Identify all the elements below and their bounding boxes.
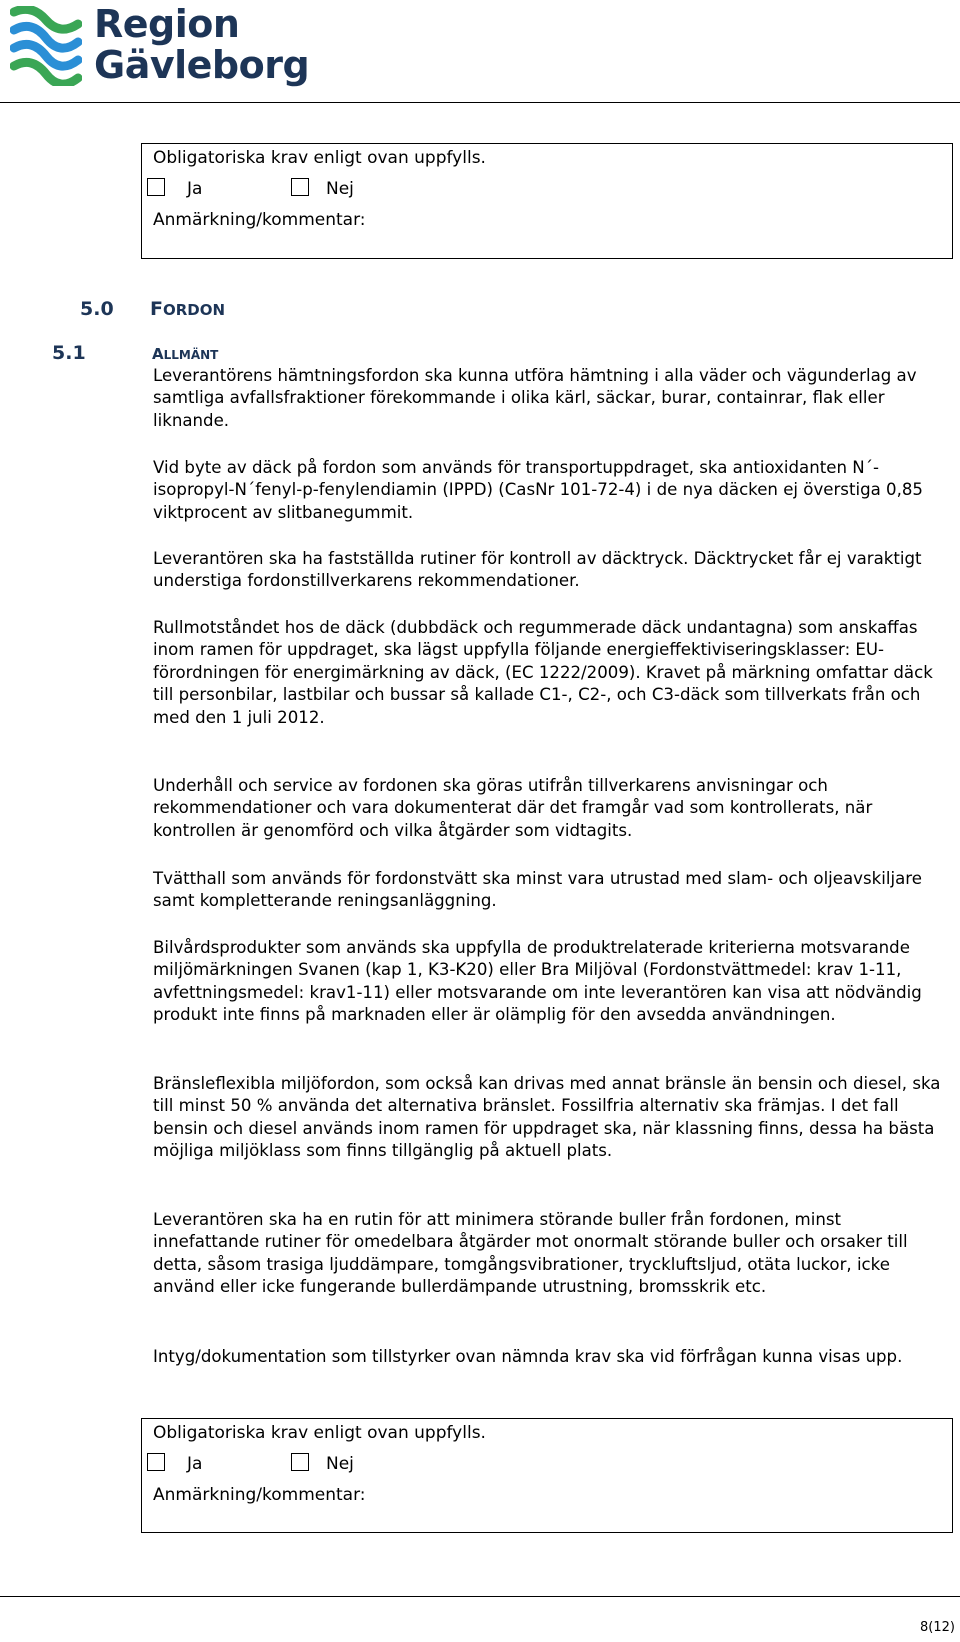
comment-label: Anmärkning/kommentar:: [153, 1485, 366, 1505]
paragraph: Leverantören ska ha en rutin för att minimera störande buller från fordonen, minst innefattande rutiner för omedelbara åtgärder mot onormalt störande buller och orsaker till detta, såsom trasiga ljuddämpare, tomgångsvibrationer, tryckluftsljud, otäta luckor, icke använd eller icke fungerande bullerdämpande utrustning, bromsskrik etc.: [153, 1210, 908, 1297]
paragraph: Tvätthall som används för fordonstvätt ska minst vara utrustad med slam- och oljeavskiljare samt kompletterande reningsanläggning.: [153, 869, 922, 911]
section-number: 5.0: [80, 298, 114, 320]
paragraph: Rullmotståndet hos de däck (dubbdäck och regummerade däck undantagna) som anskaffas inom ramen för uppdraget, ska lägst uppfylla följande energieffektiviseringsklasser: EU-förordningen för energimärkning av däck, (EC 1222/2009). Kravet på märkning omfattar däck till personbilar, lastbilar och bussar så kallade C1-, C2-, och C3-däck som tillverkats från och med den 1 juli 2012.: [153, 618, 933, 727]
section-title-rest: ORDON: [162, 301, 226, 319]
header-divider: [0, 102, 960, 103]
requirement-box-top: [141, 143, 953, 259]
requirement-box-title: Obligatoriska krav enligt ovan uppfylls.: [153, 1423, 486, 1443]
paragraph: Leverantören ska ha fastställda rutiner för kontroll av däcktryck. Däcktrycket får ej varaktigt understiga fordonstillverkarens rekommendationer.: [153, 549, 922, 591]
logo-line-gavleborg: Gävleborg: [94, 43, 310, 87]
page-number: 8(12): [920, 1620, 955, 1635]
yes-checkbox[interactable]: [147, 1453, 165, 1471]
section-title-initial: F: [150, 298, 163, 320]
paragraph: Bilvårdsprodukter som används ska uppfylla de produktrelaterade kriterierna motsvarande miljömärkningen Svanen (kap 1, K3-K20) eller Bra Miljöval (Fordonstvättmedel: krav 1-11, avfettningsmedel: krav1-11) eller motsvarande om inte leverantören kan visa att nödvändig produkt inte finns på marknaden eller är olämplig för den avsedda användningen.: [153, 938, 922, 1025]
region-gavleborg-wave-icon: [10, 6, 82, 86]
paragraph: Vid byte av däck på fordon som används för transportuppdraget, ska antioxidanten N´-isopropyl-N´fenyl-p-fenylendiamin (IPPD) (CasNr 101-72-4) i de nya däcken ej överstiga 0,85 viktprocent av slitbanegummit.: [153, 458, 923, 522]
yes-label: Ja: [187, 179, 203, 199]
yes-label: Ja: [187, 1454, 203, 1474]
yes-checkbox[interactable]: [147, 178, 165, 196]
paragraph: Bränsleflexibla miljöfordon, som också kan drivas med annat bränsle än bensin och diesel, ska till minst 50 % använda det alternativa bränslet. Fossilfria alternativ ska främjas. I det fall bensin och diesel används inom ramen för uppdraget ska, när klassning finns, dessa ha bästa möjliga miljöklass som finns tillgänglig på aktuell plats.: [153, 1074, 941, 1161]
paragraph: Underhåll och service av fordonen ska göras utifrån tillverkarens anvisningar och rekommendationer och vara dokumenterat där det framgår vad som kontrollerats, när kontrollen är genomförd och vilka åtgärder som vidtagits.: [153, 776, 873, 840]
subsection-heading: [52, 342, 218, 364]
footer-divider: [0, 1596, 960, 1597]
requirement-box-title: Obligatoriska krav enligt ovan uppfylls.: [153, 148, 486, 168]
subsection-number: 5.1: [52, 342, 86, 364]
logo-line-region: Region: [94, 2, 240, 46]
requirement-box-bottom: [141, 1418, 953, 1533]
no-label: Nej: [326, 179, 354, 199]
paragraph: Leverantörens hämtningsfordon ska kunna utföra hämtning i alla väder och vägunderlag av samtliga avfallsfraktioner förekommande i olika kärl, säckar, burar, containrar, flak eller liknande.: [153, 366, 917, 430]
subsection-title-rest: LLMÄNT: [163, 348, 219, 362]
region-gavleborg-logo: [10, 4, 330, 90]
no-label: Nej: [326, 1454, 354, 1474]
no-checkbox[interactable]: [291, 1453, 309, 1471]
logo-text: [94, 4, 309, 86]
comment-label: Anmärkning/kommentar:: [153, 210, 366, 230]
paragraph: Intyg/dokumentation som tillstyrker ovan nämnda krav ska vid förfrågan kunna visas upp.: [153, 1347, 903, 1366]
section-heading: [80, 298, 225, 320]
subsection-title-initial: A: [152, 345, 164, 363]
no-checkbox[interactable]: [291, 178, 309, 196]
